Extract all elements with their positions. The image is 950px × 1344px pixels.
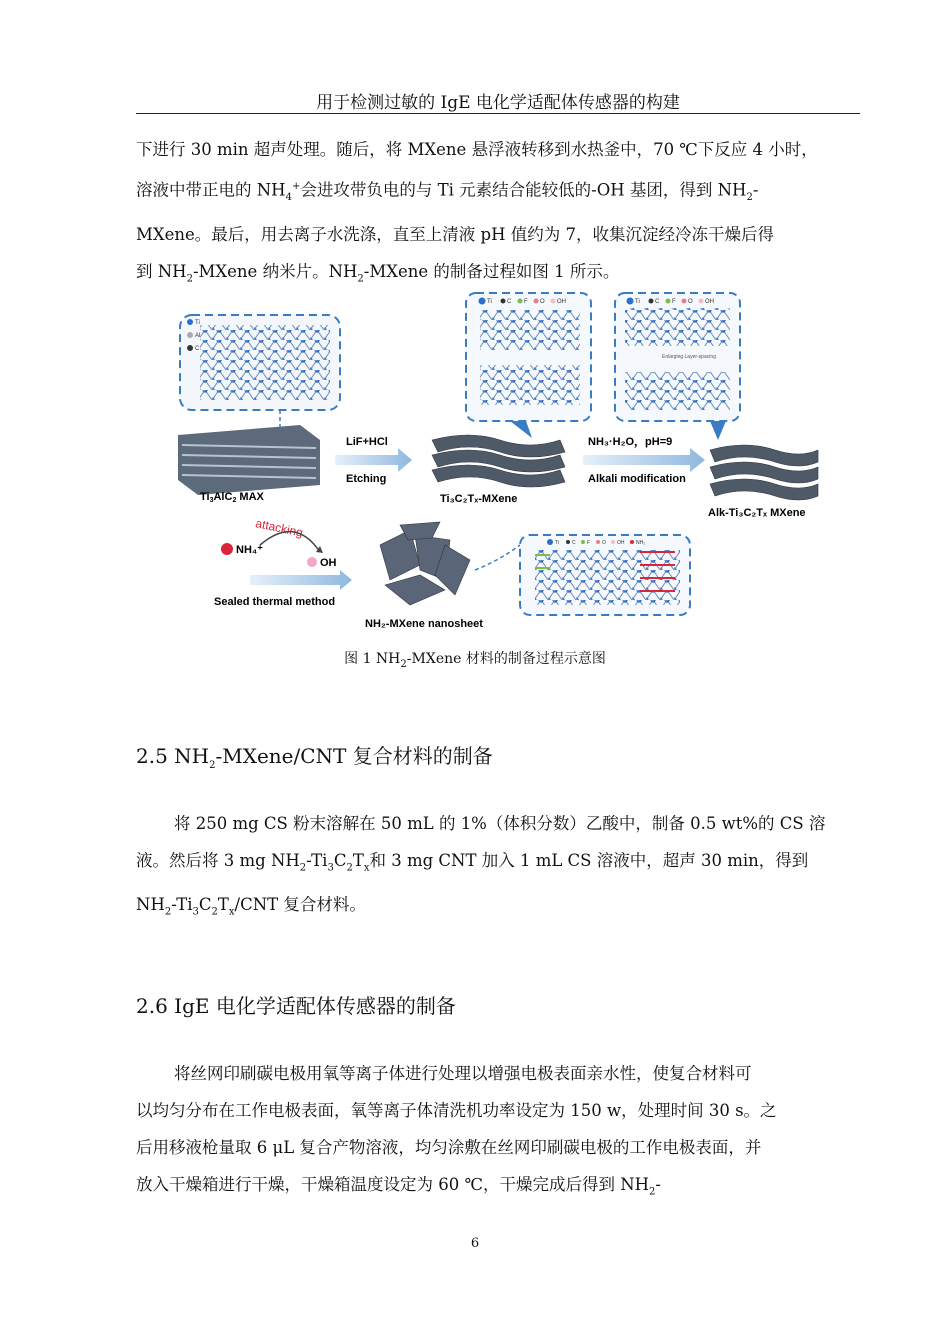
- svg-text:C: C: [572, 540, 576, 546]
- sealed-arrow: [250, 570, 352, 590]
- section-2-6-heading: 2.6 IgE 电化学适配体传感器的制备: [136, 994, 456, 1018]
- svg-text:O: O: [602, 540, 606, 546]
- mxene-sheets: [432, 435, 565, 487]
- oh-group: [307, 557, 317, 567]
- alkali-reagent: NH₃·H₂O，pH=9: [588, 436, 673, 448]
- enlarging-label: Enlarging Layer-spacing: [662, 354, 716, 360]
- text-line: 放入干燥箱进行干燥，干燥箱温度设定为 60 ℃，干燥完成后得到 $NH_2-$: [136, 1175, 661, 1198]
- svg-text:O: O: [540, 299, 545, 305]
- text-line: MXene。最后，用去离子水洗涤，直至上清液 pH 值约为 7，收集沉淀经冷冻干燥后得: [136, 224, 774, 244]
- svg-text:OH: OH: [320, 557, 337, 569]
- alk-mxene-label: Alk-Ti₃C₂Tₓ MXene: [708, 507, 806, 519]
- nanosheet-crumpled: [380, 522, 470, 605]
- max-lattice: [200, 325, 330, 400]
- svg-text:F: F: [672, 299, 676, 305]
- text-line: 以均匀分布在工作电极表面，氧等离子体清洗机功率设定为 150 w，处理时间 30 s。之: [136, 1101, 777, 1120]
- text-line: 后用移液枪量取 6 μL 复合产物溶液，均匀涂敷在丝网印刷碳电极的工作电极表面，并: [136, 1138, 762, 1157]
- max-slab: [178, 425, 320, 495]
- svg-text:F: F: [587, 540, 591, 546]
- svg-text:NH₂: NH₂: [636, 540, 646, 546]
- section-2-5-heading: 2.5 $NH_2-MXene$/CNT 复合材料的制备: [136, 744, 493, 771]
- nanosheet-label: NH₂-MXene nanosheet: [365, 618, 483, 630]
- paragraph-prep-continued: [136, 131, 860, 297]
- svg-text:Ti: Ti: [555, 540, 559, 546]
- svg-text:C: C: [195, 346, 200, 352]
- figure-1-schematic: [170, 290, 820, 635]
- paragraph-2-6: [136, 1055, 860, 1210]
- svg-text:NH₄⁺: NH₄⁺: [236, 544, 263, 556]
- nh4-ion: [221, 543, 233, 555]
- svg-text:F: F: [524, 299, 528, 305]
- alk-mxene-sheets: [710, 445, 818, 500]
- mxene-label: Ti₃C₂Tₓ-MXene: [440, 493, 518, 505]
- svg-text:Al: Al: [195, 333, 201, 339]
- svg-text:Ti: Ti: [635, 299, 640, 305]
- etching-label: Etching: [346, 473, 387, 485]
- svg-text:C: C: [507, 299, 512, 305]
- svg-text:OH: OH: [705, 299, 714, 305]
- paragraph-2-5: [136, 805, 860, 931]
- sealed-label: Sealed thermal method: [214, 596, 336, 608]
- text-line: 溶液中带正电的 $NH_4^+$会进攻带负电的与 Ti 元素结合能较低的-OH 基团，得到 $NH_2-$: [136, 180, 759, 203]
- max-label: Ti3AlC2 MAX: [200, 491, 264, 504]
- text-line: 到 $NH_2$-MXene 纳米片。$NH_2$-MXene 的制备过程如图 1 所示。: [136, 261, 620, 285]
- text-line: 下进行 30 min 超声处理。随后，将 MXene 悬浮液转移到水热釜中，70 ℃下反应 4 小时，: [136, 140, 818, 159]
- running-header: 用于检测过敏的 IgE 电化学适配体传感器的构建: [316, 93, 680, 113]
- figure-caption: 图 1 $NH_2$-MXene 材料的制备过程示意图: [344, 651, 606, 670]
- text-line: 将 250 mg CS 粉末溶解在 50 mL 的 1%（体积分数）乙酸中，制备 0.5 wt%的 CS 溶: [174, 814, 826, 833]
- svg-text:OH: OH: [557, 299, 566, 305]
- svg-text:Ti: Ti: [487, 299, 492, 305]
- etching-reagent: LiF+HCl: [346, 436, 388, 448]
- header-rule: [136, 113, 860, 114]
- svg-text:Ti: Ti: [195, 320, 200, 326]
- text-line: $NH_2-Ti_3C_2T_x$/CNT 复合材料。: [136, 895, 366, 918]
- svg-text:OH: OH: [617, 540, 625, 546]
- alkali-label: Alkali modification: [588, 473, 686, 485]
- attacking-label: attacking: [254, 516, 305, 540]
- alkali-arrow: [583, 448, 705, 472]
- svg-text:C: C: [655, 299, 660, 305]
- etching-arrow: [335, 448, 412, 472]
- svg-text:O: O: [688, 299, 693, 305]
- text-line: 将丝网印刷碳电极用氧等离子体进行处理以增强电极表面亲水性，使复合材料可: [174, 1064, 752, 1083]
- text-line: 液。然后将 3 mg $NH_2-Ti_3C_2T_x$和 3 mg CNT 加入 1 mL CS 溶液中，超声 30 min，得到: [136, 851, 809, 874]
- page-number: 6: [470, 1236, 480, 1251]
